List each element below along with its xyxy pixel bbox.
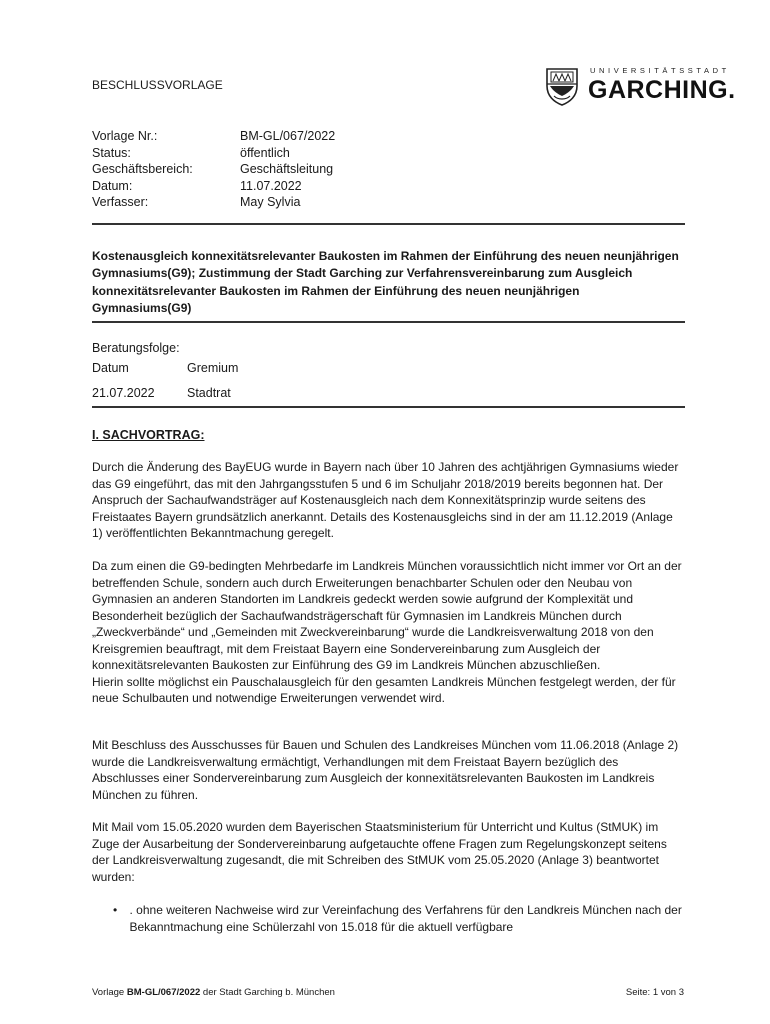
document-type-label: BESCHLUSSVORLAGE bbox=[92, 78, 223, 92]
meta-row-verfasser bbox=[92, 194, 335, 211]
paragraph-text: Mit Mail vom 15.05.2020 wurden dem Bayerischen Staatsministerium für Unterricht und Kultus (StMUK) im Zuge der Ausarbeitung der Sondervereinbarung aufgetauchte offene Fragen zum Regelungskonzept seitens der Landkreisverwaltung zugesandt, die mit Schreiben des StMUK vom 25.05.2020 (Anlage 3) beantwortet wurden: bbox=[92, 820, 667, 884]
logo-name: GARCHING. bbox=[588, 76, 736, 104]
footer-left bbox=[92, 987, 335, 998]
paragraph-4 bbox=[92, 819, 684, 885]
beratungsfolge-block bbox=[92, 341, 238, 410]
footer-prefix: Vorlage bbox=[92, 987, 127, 998]
meta-value: BM-GL/067/2022 bbox=[240, 129, 336, 143]
paragraph-text: Hierin sollte möglichst ein Pauschalausgleich für den gesamten Landkreis München festgelegt werden, der für neue Schulbauten und notwendige Erweiterungen verwendet wird. bbox=[92, 674, 676, 705]
beratungsfolge-header-row bbox=[92, 360, 238, 385]
document-title: Kostenausgleich konnexitätsrelevanter Baukosten im Rahmen der Einführung des neuen neunjährigen Gymnasiums(G9); Zustimmung der Stadt Garching zur Verfahrensvereinbarung zum Ausgleich konnexitätsrelevanter Baukosten im Rahmen der Einführung des neuen neunjährigen Gymnasiums(G9) bbox=[92, 249, 679, 315]
column-header-datum: Datum bbox=[92, 361, 129, 375]
list-item bbox=[113, 902, 683, 935]
paragraph-1 bbox=[92, 459, 684, 542]
meta-row-geschaeftsbereich bbox=[92, 161, 335, 178]
row-gremium: Stadtrat bbox=[187, 386, 231, 400]
meta-key: Verfasser: bbox=[92, 195, 149, 209]
paragraph-text: Da zum einen die G9-bedingten Mehrbedarfe im Landkreis München voraussichtlich nicht immer vor Ort an der betreffenden Schule, sondern auch durch Erweiterungen benachbarter Schulen oder den Neubau von Gymnasien an anderen Standorten im Landkreis gedeckt werden sowie aufgrund der Komplexität und Besonderheit bezüglich der Sachaufwandsträgerschaft für Gymnasien im Landkreis München durch „Zweckverbände“ und „Gemeinden mit Zweckvereinbarung“ wurde die Landkreisverwaltung 2018 von den Kreisgremien beauftragt, mit dem Freistaat Bayern eine Sondervereinbarung zum Ausgleich der konnexitätsrelevanten Baukosten zur Einführung des G9 im Landkreis München abzuschließen. bbox=[92, 559, 682, 672]
beratungsfolge-label: Beratungsfolge: bbox=[92, 341, 180, 355]
meta-row-datum bbox=[92, 178, 335, 195]
page-footer bbox=[92, 987, 684, 998]
bullet-icon: • bbox=[113, 903, 118, 917]
divider-top bbox=[92, 223, 685, 225]
bullet-text: . ohne weiteren Nachweise wird zur Vereinfachung des Verfahrens für den Landkreis München nach der Bekanntmachung eine Schülerzahl von 15.018 für die aktuell verfügbare bbox=[129, 903, 682, 934]
meta-key: Datum: bbox=[92, 178, 133, 193]
paragraph-text: Durch die Änderung des BayEUG wurde in Bayern nach über 10 Jahren des achtjährigen Gymnasiums wieder das G9 eingeführt, das mit den Jahrgangsstufen 5 und 6 im Schuljahr 2018/2019 bereits begonnen hat. Der Anspruch der Sachaufwandsträger auf Kostenausgleich nach dem Konnexitätsprinzip wurde seitens des Freistaates Bayern grundsätzlich anerkannt. Details des Kostenausgleichs sind in der am 11.12.2019 (Anlage 1) veröffentlichten Bekanntmachung geregelt. bbox=[92, 460, 679, 540]
section-heading: I. SACHVORTRAG: bbox=[92, 428, 205, 442]
meta-block bbox=[92, 128, 335, 211]
meta-value: öffentlich bbox=[240, 145, 290, 160]
column-header-gremium: Gremium bbox=[187, 361, 239, 375]
meta-value: May Sylvia bbox=[240, 195, 301, 209]
row-date: 21.07.2022 bbox=[92, 386, 155, 400]
divider-title bbox=[92, 321, 685, 323]
paragraph-3 bbox=[92, 737, 684, 803]
meta-value: Geschäftsleitung bbox=[240, 162, 334, 176]
meta-key: Status: bbox=[92, 145, 131, 160]
paragraph-text: Mit Beschluss des Ausschusses für Bauen und Schulen des Landkreises München vom 11.06.2018 (Anlage 2) wurde die Landkreisverwaltung ermächtigt, Verhandlungen mit dem Freistaat Bayern bezüglich des Abschlusses einer Sondervereinbarung zum Ausgleich der konnexitätsrelevanten Baukosten im Landkreis München zu führen. bbox=[92, 738, 679, 802]
paragraph-2 bbox=[92, 558, 684, 707]
garching-logo bbox=[544, 66, 734, 106]
footer-suffix: der Stadt Garching b. München bbox=[200, 987, 335, 998]
divider-beratung bbox=[92, 406, 685, 408]
meta-row-status bbox=[92, 145, 335, 162]
footer-page-number: Seite: 1 von 3 bbox=[625, 987, 684, 998]
meta-row-vorlage bbox=[92, 128, 335, 145]
footer-vorlage-number: BM-GL/067/2022 bbox=[126, 987, 201, 998]
meta-value: 11.07.2022 bbox=[240, 178, 302, 193]
logo-tagline: UNIVERSITÄTSSTADT bbox=[590, 66, 730, 75]
meta-key: Vorlage Nr.: bbox=[92, 129, 158, 143]
coat-of-arms-icon bbox=[544, 66, 580, 106]
meta-key: Geschäftsbereich: bbox=[92, 162, 193, 176]
